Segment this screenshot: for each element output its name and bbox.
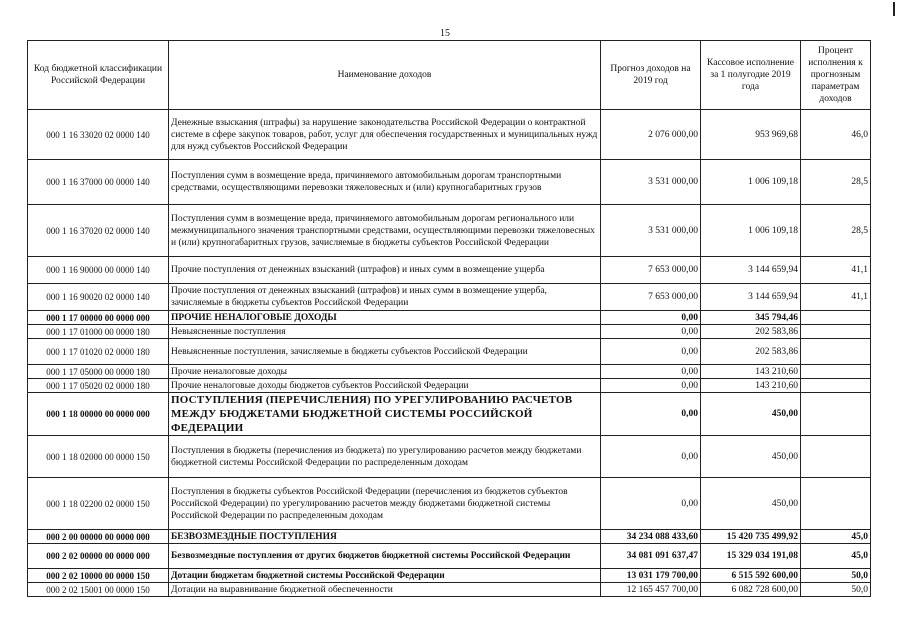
table-row [28, 583, 871, 597]
row-forecast: 34 081 091 637,47 [601, 544, 701, 569]
row-percent: 41,1 [801, 257, 871, 284]
row-code: 000 1 16 37020 02 0000 140 [28, 205, 169, 257]
row-name: Прочие неналоговые доходы [169, 365, 601, 379]
budget-revenue-table [27, 40, 871, 597]
table-row [28, 365, 871, 379]
table-row [28, 284, 871, 311]
row-forecast: 0,00 [601, 325, 701, 339]
table-row [28, 379, 871, 393]
row-code: 000 1 18 02200 02 0000 150 [28, 478, 169, 530]
table-header-row [28, 41, 871, 110]
row-actual: 450,00 [701, 436, 801, 478]
row-actual: 202 583,86 [701, 339, 801, 365]
row-actual: 450,00 [701, 393, 801, 436]
header-name: Наименование доходов [169, 41, 601, 110]
row-code: 000 1 17 01020 02 0000 180 [28, 339, 169, 365]
row-code: 000 1 17 05020 02 0000 180 [28, 379, 169, 393]
row-actual: 1 006 109,18 [701, 205, 801, 257]
row-actual: 6 515 592 600,00 [701, 569, 801, 583]
row-name: Безвозмездные поступления от других бюджетов бюджетной системы Российской Федерации [169, 544, 601, 569]
row-forecast: 0,00 [601, 311, 701, 325]
row-name: БЕЗВОЗМЕЗДНЫЕ ПОСТУПЛЕНИЯ [169, 530, 601, 544]
header-code: Код бюджетной классификации Российской Федерации [28, 41, 169, 110]
row-percent: 41,1 [801, 284, 871, 311]
row-forecast: 2 076 000,00 [601, 110, 701, 160]
row-name: ПОСТУПЛЕНИЯ (ПЕРЕЧИСЛЕНИЯ) ПО УРЕГУЛИРОВАНИЮ РАСЧЕТОВ МЕЖДУ БЮДЖЕТАМИ БЮДЖЕТНОЙ СИСТЕМЫ РОССИЙСКОЙ ФЕДЕРАЦИИ [169, 393, 601, 436]
row-code: 000 1 16 90020 02 0000 140 [28, 284, 169, 311]
row-name: Прочие поступления от денежных взысканий (штрафов) и иных сумм в возмещение ущерба, зачисляемые в бюджеты субъектов Российской Федерации [169, 284, 601, 311]
row-code: 000 2 02 10000 00 0000 150 [28, 569, 169, 583]
table-row [28, 569, 871, 583]
row-actual: 953 969,68 [701, 110, 801, 160]
table-row [28, 110, 871, 160]
table-row [28, 530, 871, 544]
row-percent [801, 365, 871, 379]
row-name: Денежные взыскания (штрафы) за нарушение законодательства Российской Федерации о контрактной системе в сфере закупок товаров, работ, услуг для обеспечения государственных и муниципальных нужд для нужд субъектов Российской Федерации [169, 110, 601, 160]
row-name: Дотации на выравнивание бюджетной обеспеченности [169, 583, 601, 597]
header-forecast: Прогноз доходов на 2019 год [601, 41, 701, 110]
row-percent [801, 379, 871, 393]
row-code: 000 1 16 33020 02 0000 140 [28, 110, 169, 160]
row-percent: 45,0 [801, 530, 871, 544]
row-forecast: 3 531 000,00 [601, 160, 701, 205]
row-actual: 202 583,86 [701, 325, 801, 339]
header-percent: Процент исполнения к прогнозным параметрам доходов [801, 41, 871, 110]
row-code: 000 1 17 01000 00 0000 180 [28, 325, 169, 339]
table-row [28, 311, 871, 325]
row-percent: 50,0 [801, 583, 871, 597]
row-actual: 143 210,60 [701, 379, 801, 393]
row-forecast: 34 234 088 433,60 [601, 530, 701, 544]
table-row [28, 325, 871, 339]
row-forecast: 7 653 000,00 [601, 284, 701, 311]
row-actual: 15 420 735 499,92 [701, 530, 801, 544]
row-name: Дотации бюджетам бюджетной системы Российской Федерации [169, 569, 601, 583]
row-actual: 143 210,60 [701, 365, 801, 379]
row-percent: 28,5 [801, 205, 871, 257]
row-forecast: 0,00 [601, 339, 701, 365]
row-forecast: 3 531 000,00 [601, 205, 701, 257]
row-code: 000 1 16 37000 00 0000 140 [28, 160, 169, 205]
table-row [28, 160, 871, 205]
row-actual: 3 144 659,94 [701, 257, 801, 284]
row-actual: 345 794,46 [701, 311, 801, 325]
row-name: Поступления сумм в возмещение вреда, причиняемого автомобильным дорогам регионального или межмуниципального значения транспортными средствами, осуществляющими перевозки тяжеловесных и (или) крупногабаритных грузов, зачисляемые в бюджеты субъектов Российской Федерации [169, 205, 601, 257]
row-code: 000 1 16 90000 00 0000 140 [28, 257, 169, 284]
table-row [28, 478, 871, 530]
row-forecast: 0,00 [601, 379, 701, 393]
table-row [28, 436, 871, 478]
row-percent [801, 393, 871, 436]
row-actual: 6 082 728 600,00 [701, 583, 801, 597]
row-percent [801, 478, 871, 530]
row-forecast: 13 031 179 700,00 [601, 569, 701, 583]
row-name: Невыясненные поступления, зачисляемые в бюджеты субъектов Российской Федерации [169, 339, 601, 365]
page-number: 15 [440, 28, 450, 39]
row-forecast: 0,00 [601, 478, 701, 530]
row-name: Невыясненные поступления [169, 325, 601, 339]
row-actual: 1 006 109,18 [701, 160, 801, 205]
row-name: Поступления в бюджеты (перечисления из бюджета) по урегулированию расчетов между бюджетами бюджетной системы Российской Федерации по распределенным доходам [169, 436, 601, 478]
row-code: 000 2 02 00000 00 0000 000 [28, 544, 169, 569]
row-percent: 28,5 [801, 160, 871, 205]
row-name: Поступления в бюджеты субъектов Российской Федерации (перечисления из бюджетов субъектов Российской Федерации) по урегулированию расчетов между бюджетами бюджетной системы Российской Федерации по распределенным доходам [169, 478, 601, 530]
row-code: 000 1 17 00000 00 0000 000 [28, 311, 169, 325]
row-code: 000 2 00 00000 00 0000 000 [28, 530, 169, 544]
row-code: 000 1 17 05000 00 0000 180 [28, 365, 169, 379]
row-actual: 15 329 034 191,08 [701, 544, 801, 569]
row-code: 000 1 18 00000 00 0000 000 [28, 393, 169, 436]
row-percent [801, 311, 871, 325]
row-name: ПРОЧИЕ НЕНАЛОГОВЫЕ ДОХОДЫ [169, 311, 601, 325]
row-name: Поступления сумм в возмещение вреда, причиняемого автомобильным дорогам транспортными средствами, осуществляющими перевозки тяжеловесных и (или) крупногабаритных грузов [169, 160, 601, 205]
row-forecast: 0,00 [601, 365, 701, 379]
table-row [28, 257, 871, 284]
row-percent [801, 339, 871, 365]
header-actual: Кассовое исполнение за 1 полугодие 2019 года [701, 41, 801, 110]
row-forecast: 12 165 457 700,00 [601, 583, 701, 597]
row-forecast: 0,00 [601, 436, 701, 478]
page-edge-mark [893, 2, 895, 16]
table-row [28, 393, 871, 436]
row-percent: 50,0 [801, 569, 871, 583]
row-percent: 46,0 [801, 110, 871, 160]
row-percent: 45,0 [801, 544, 871, 569]
row-percent [801, 325, 871, 339]
table-row [28, 544, 871, 569]
table-row [28, 205, 871, 257]
row-actual: 450,00 [701, 478, 801, 530]
row-name: Прочие неналоговые доходы бюджетов субъектов Российской Федерации [169, 379, 601, 393]
row-code: 000 1 18 02000 00 0000 150 [28, 436, 169, 478]
row-name: Прочие поступления от денежных взысканий (штрафов) и иных сумм в возмещение ущерба [169, 257, 601, 284]
row-code: 000 2 02 15001 00 0000 150 [28, 583, 169, 597]
table-row [28, 339, 871, 365]
row-forecast: 0,00 [601, 393, 701, 436]
row-actual: 3 144 659,94 [701, 284, 801, 311]
row-percent [801, 436, 871, 478]
row-forecast: 7 653 000,00 [601, 257, 701, 284]
